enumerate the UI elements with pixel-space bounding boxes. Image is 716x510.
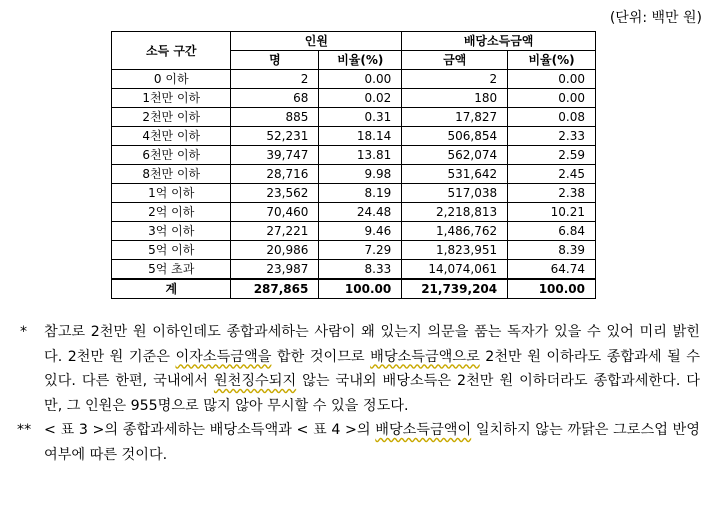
row-people: 28,716 [231, 165, 319, 184]
subheader-amount: 금액 [402, 51, 508, 70]
table-row [112, 70, 596, 89]
row-amount: 531,642 [402, 165, 508, 184]
row-amount: 1,486,762 [402, 222, 508, 241]
row-people: 27,221 [231, 222, 319, 241]
total-people: 287,865 [231, 279, 319, 299]
footnote-2 [17, 418, 700, 467]
footnote-1-underlined-3: 원천징수되지 [213, 373, 297, 389]
row-amount-ratio: 8.39 [508, 241, 596, 260]
row-band: 6천만 이하 [112, 146, 231, 165]
footnote-1-text-d: 않는 국내외 배당소득은 2천만 원 이하더라도 종합과세한다. 다만, 그 인원은 955명으로 많지 않아 무시할 수 있을 정도다. [44, 373, 700, 414]
row-amount-ratio: 10.21 [508, 203, 596, 222]
row-amount-ratio: 0.08 [508, 108, 596, 127]
row-band: 2천만 이하 [112, 108, 231, 127]
row-people-ratio: 8.33 [319, 260, 402, 280]
row-band: 4천만 이하 [112, 127, 231, 146]
row-amount: 1,823,951 [402, 241, 508, 260]
row-band: 8천만 이하 [112, 165, 231, 184]
row-amount-ratio: 2.59 [508, 146, 596, 165]
footnote-2-text-b: 일치하지 않는 까닭은 그로스업 반영 여부에 따른 것이다. [44, 422, 700, 463]
header-people: 인원 [231, 32, 402, 51]
row-amount: 14,074,061 [402, 260, 508, 280]
header-income-band: 소득 구간 [112, 32, 231, 70]
row-amount: 2,218,813 [402, 203, 508, 222]
total-amount: 21,739,204 [402, 279, 508, 299]
row-people: 70,460 [231, 203, 319, 222]
row-amount-ratio: 2.45 [508, 165, 596, 184]
footnote-1-underlined-1: 이자소득금액을 [175, 348, 272, 365]
row-amount: 17,827 [402, 108, 508, 127]
footnote-2-text-a: < 표 3 >의 종합과세하는 배당소득액과 < 표 4 >의 [44, 422, 376, 438]
table-row [112, 222, 596, 241]
table-row [112, 146, 596, 165]
row-people-ratio: 9.46 [319, 222, 402, 241]
subheader-people-count: 명 [231, 51, 319, 70]
row-people: 23,562 [231, 184, 319, 203]
row-amount: 506,854 [402, 127, 508, 146]
table-total-row [112, 279, 596, 299]
table-row [112, 89, 596, 108]
row-people: 52,231 [231, 127, 319, 146]
row-amount: 180 [402, 89, 508, 108]
table-row [112, 260, 596, 280]
row-band: 1억 이하 [112, 184, 231, 203]
footnote-1-underlined-2: 배당소득금액으로 [370, 348, 480, 365]
row-people-ratio: 0.00 [319, 70, 402, 89]
table-row [112, 241, 596, 260]
table-row [112, 108, 596, 127]
row-band: 3억 이하 [112, 222, 231, 241]
row-people-ratio: 9.98 [319, 165, 402, 184]
footnotes [17, 320, 700, 467]
row-people-ratio: 7.29 [319, 241, 402, 260]
row-band: 2억 이하 [112, 203, 231, 222]
footnote-1-text-c: 2천만 원 이하라도 종합과세 될 수 있다. 다른 한편, 국내에서 [44, 348, 700, 389]
table-row [112, 127, 596, 146]
row-amount-ratio: 0.00 [508, 89, 596, 108]
row-amount: 562,074 [402, 146, 508, 165]
row-amount-ratio: 6.84 [508, 222, 596, 241]
row-people-ratio: 8.19 [319, 184, 402, 203]
table-row [112, 165, 596, 184]
row-band: 5억 이하 [112, 241, 231, 260]
row-people: 39,747 [231, 146, 319, 165]
dividend-income-table [111, 31, 596, 299]
row-amount-ratio: 2.38 [508, 184, 596, 203]
row-people: 20,986 [231, 241, 319, 260]
row-people-ratio: 13.81 [319, 146, 402, 165]
row-band: 1천만 이하 [112, 89, 231, 108]
row-band: 0 이하 [112, 70, 231, 89]
unit-label: (단위: 백만 원) [609, 10, 702, 26]
table-row [112, 203, 596, 222]
row-people: 68 [231, 89, 319, 108]
row-people-ratio: 24.48 [319, 203, 402, 222]
row-amount: 517,038 [402, 184, 508, 203]
row-people-ratio: 0.02 [319, 89, 402, 108]
row-people: 23,987 [231, 260, 319, 280]
footnote-1-text-b: 합한 것이므로 [271, 348, 371, 365]
footnote-1 [20, 320, 700, 418]
subheader-amount-ratio: 비율(%) [508, 51, 596, 70]
footnote-1-text-a: 참고로 2천만 원 이하인데도 종합과세하는 사람이 왜 있는지 의문을 품는 독자가 있을 수 있어 미리 밝힌다. 2천만 원 기준은 [44, 324, 700, 365]
row-people: 885 [231, 108, 319, 127]
header-dividend-amount: 배당소득금액 [402, 32, 596, 51]
subheader-people-ratio: 비율(%) [319, 51, 402, 70]
total-label: 계 [112, 279, 231, 299]
footnote-1-mark: * [20, 324, 28, 340]
row-amount-ratio: 0.00 [508, 70, 596, 89]
row-people-ratio: 0.31 [319, 108, 402, 127]
row-band: 5억 초과 [112, 260, 231, 280]
row-amount-ratio: 2.33 [508, 127, 596, 146]
total-people-ratio: 100.00 [319, 279, 402, 299]
row-people: 2 [231, 70, 319, 89]
row-amount-ratio: 64.74 [508, 260, 596, 280]
row-people-ratio: 18.14 [319, 127, 402, 146]
total-amount-ratio: 100.00 [508, 279, 596, 299]
footnote-2-mark: ** [17, 422, 32, 438]
table-row [112, 184, 596, 203]
row-amount: 2 [402, 70, 508, 89]
footnote-2-underlined-1: 배당소득금액이 [375, 422, 472, 438]
